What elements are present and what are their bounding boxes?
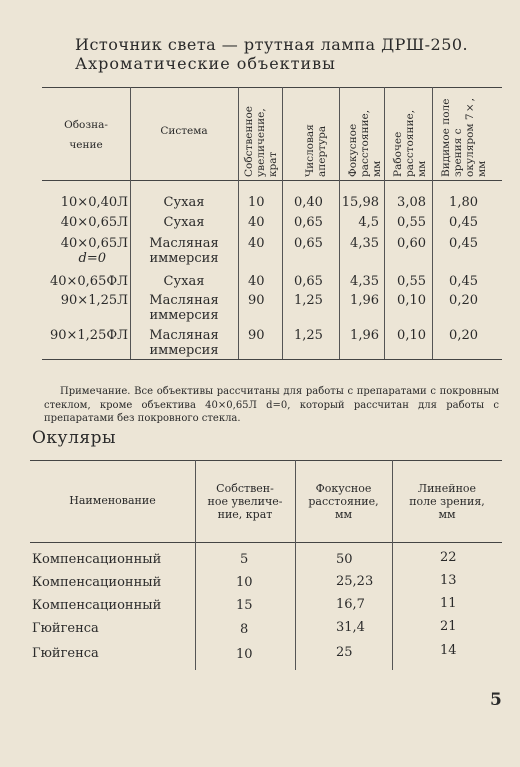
header-focal: Фокусное расстояние, мм (347, 109, 383, 177)
header-system: Система (160, 125, 208, 137)
header-name: Наименование (69, 494, 156, 507)
header-eyepiece-focal: Фокусное расстояние, мм (308, 482, 379, 521)
section-title: Ахроматические объективы (75, 54, 336, 73)
page-number: 5 (490, 690, 502, 710)
header-aperture: Числовая апертура (304, 124, 328, 177)
header-magnification: Собственное увеличение, крат (243, 105, 279, 177)
page-title: Источник света — ртутная лампа ДРШ-250. (75, 35, 469, 54)
eyepieces-title: Окуляры (32, 428, 117, 448)
header-eyepiece-magnification: Собствен- ное увеличе- ние, крат (207, 482, 283, 521)
header-working: Рабочее расстояние, мм (392, 109, 428, 177)
footnote: Примечание. Все объективы рассчитаны для работы с препаратами с покровным стеклом, кроме объектива 40×0,65Л d=0, который рассчитан для работы с препаратами без покровного стекла. (44, 386, 499, 424)
book-page: Источник света — ртутная лампа ДРШ-250. Ахроматические объективы Обозна- чение Система Собственное увеличение, крат Числовая апертура Фокусное расстояние, мм Рабочее расстояние, мм Видимое поле зрения с окуляром 7×, мм 10×0,40Л Сухая 10 0,40 15,98 3,08 1,80 40×0,65Л Сухая 40 0,65 4,5 0,55 0,45 40×0,65Л d=0 Масляная иммерсия 40 0,65 4,35 0,60 0,45 40×0,65ФЛ Сухая 40 0,65 4,35 0,55 0,45 90×1,25Л Масляная иммерсия 90 1,25 1,96 0,10 0,20 90×1,25ФЛ Масляная иммерсия 90 1,25 1,96 0,10 0,20 Примечание. Все объективы рассчитаны для работы с препаратами с покровным стеклом, кроме объектива 40×0,65Л d=0, который рассчитан для работы с препаратами без покровного стекла. Окуляры Наименование Собствен- ное увеличе- ние, крат Фокусное расстояние, мм Линейное поле зрения, мм Компенсационный 5 50 22 Компенсационный 10 25,23 13 Компенсационный 15 16,7 11 Гюйгенса 8 31,4 21 Гюйгенса 10 25 14 5 (32, 35, 502, 710)
header-designation: Обозна- чение (64, 119, 108, 151)
header-field: Видимое поле зрения с окуляром 7×, мм (440, 98, 488, 177)
header-eyepiece-field: Линейное поле зрения, мм (409, 482, 485, 521)
